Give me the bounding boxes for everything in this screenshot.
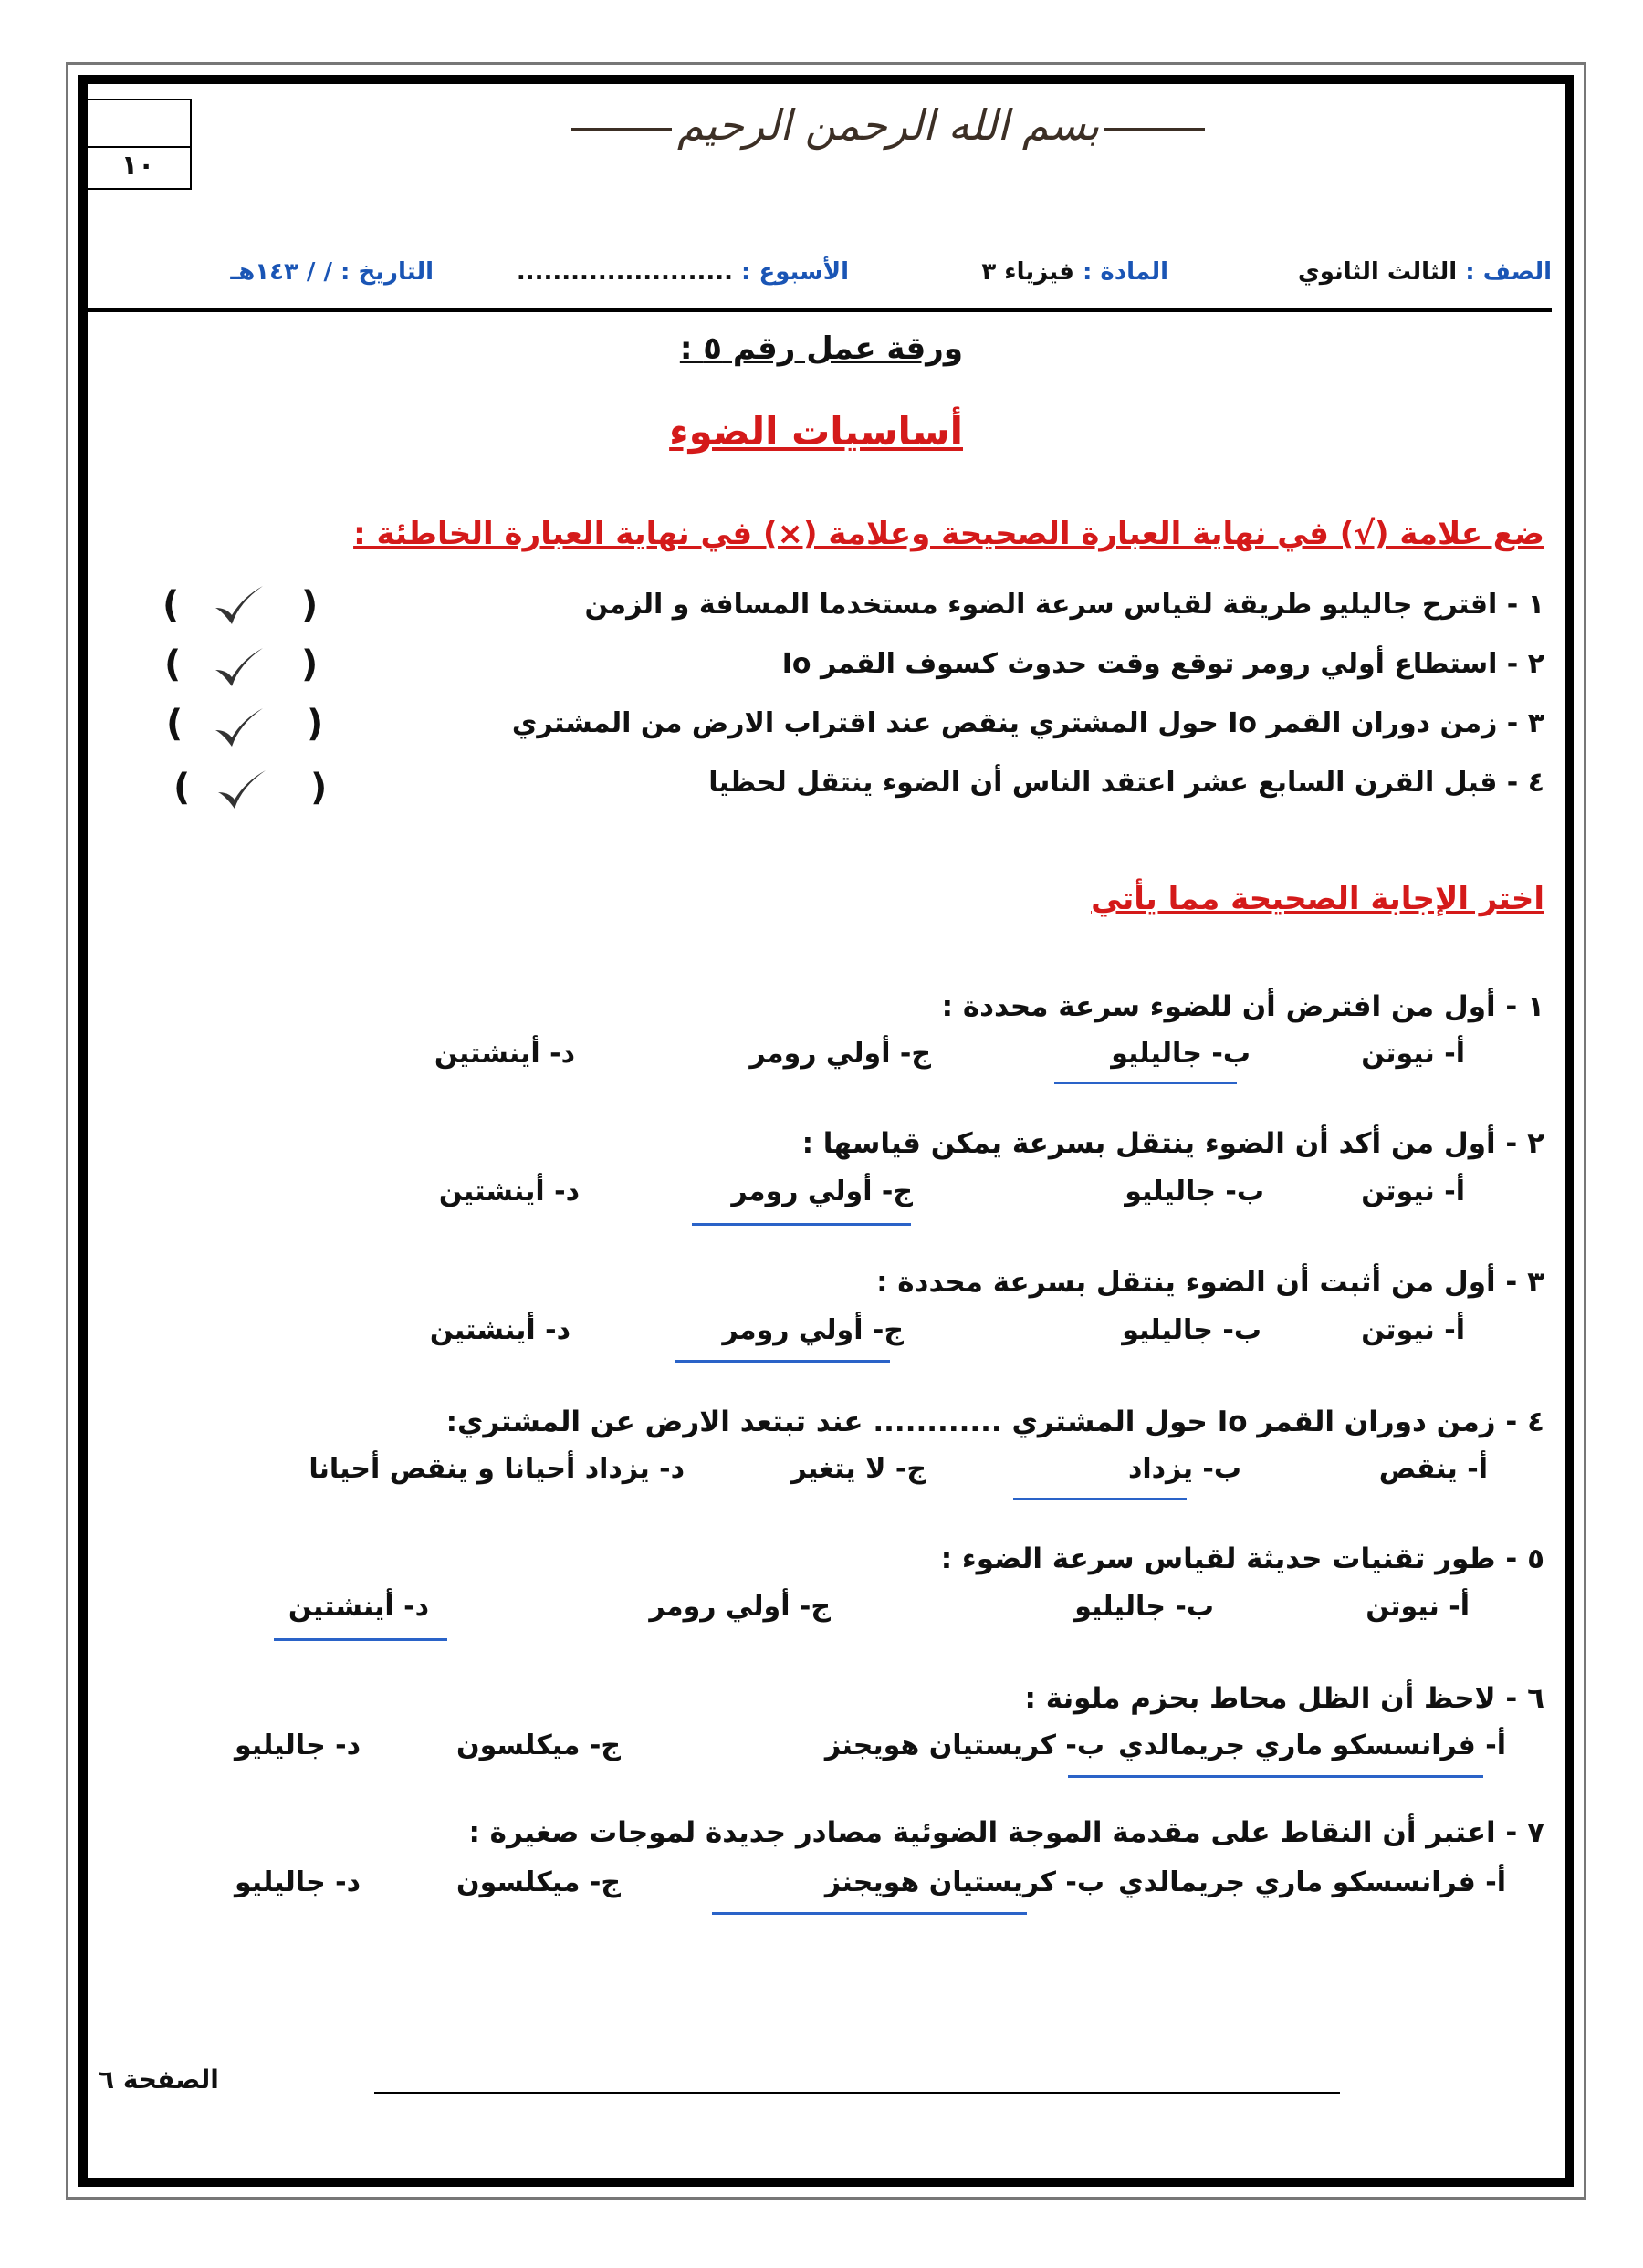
q2-option-a: أ- نيوتن <box>1361 1176 1465 1207</box>
question-6: ٦ - لاحظ أن الظل محاط بحزم ملونة : <box>1024 1682 1544 1715</box>
q1-option-b: ب- جاليليو <box>1111 1038 1251 1070</box>
q4-option-b: ب- يزداد <box>1127 1453 1241 1485</box>
answer-paren-close: ) <box>307 703 324 745</box>
q7-option-c: ج- ميكلسون <box>456 1866 621 1898</box>
lesson-title: أساسيات الضوء <box>669 409 963 454</box>
grade-field: الصف : الثالث الثانوي <box>1297 258 1552 286</box>
question-1: ١ - أول من افترض أن للضوء سرعة محددة : <box>941 990 1544 1023</box>
answer-paren-close: ) <box>301 584 319 626</box>
q2-answer-underline <box>692 1223 911 1226</box>
q5-option-b: ب- جاليليو <box>1074 1591 1214 1623</box>
question-7: ٧ - اعتبر أن النقاط على مقدمة الموجة الضوئية مصادر جديدة لموجات صغيرة : <box>468 1816 1544 1849</box>
date-field: التاريخ : / / ١٤٣هـ <box>230 258 434 286</box>
q7-option-a: أ- فرانسسكو ماري جريمالدي <box>1118 1866 1506 1898</box>
question-5: ٥ - طور تقنيات حديثة لقياس سرعة الضوء : <box>940 1542 1544 1575</box>
q1-option-a: أ- نيوتن <box>1361 1038 1465 1070</box>
check-mark-icon <box>212 646 265 690</box>
q3-option-c: ج- أولي رومر <box>722 1314 904 1346</box>
check-mark-icon <box>212 706 265 750</box>
check-mark-icon <box>212 584 265 628</box>
q2-option-b: ب- جاليليو <box>1125 1176 1264 1207</box>
q2-option-c: ج- أولي رومر <box>731 1176 913 1207</box>
worksheet-title: ورقة عمل رقم ٥ : <box>679 330 963 367</box>
q3-option-a: أ- نيوتن <box>1361 1314 1465 1346</box>
answer-paren-open: ( <box>173 767 191 809</box>
q5-option-d: د- أينشتين <box>288 1591 429 1623</box>
q4-option-c: ج- لا يتغير <box>790 1453 926 1485</box>
check-mark-icon <box>215 768 267 812</box>
basmala-text: بسم الله الرحمن الرحيم <box>677 100 1100 150</box>
statement-4: ٤ - قبل القرن السابع عشر اعتقد الناس أن الضوء ينتقل لحظيا <box>708 767 1544 799</box>
q6-answer-underline <box>1068 1775 1483 1778</box>
q3-option-b: ب- جاليليو <box>1122 1314 1261 1346</box>
q5-option-a: أ- نيوتن <box>1366 1591 1470 1623</box>
q1-option-c: ج- أولي رومر <box>749 1038 931 1070</box>
statement-3: ٣ - زمن دوران القمر Io حول المشتري ينقص عند اقتراب الارض من المشتري <box>511 707 1544 739</box>
page-number: ١٠ <box>120 150 155 182</box>
q5-answer-underline <box>274 1638 447 1641</box>
week-field: الأسبوع : ........................ <box>516 258 849 286</box>
statement-2: ٢ - استطاع أولي رومر توقع وقت حدوث كسوف القمر Io <box>781 648 1544 680</box>
q4-answer-underline <box>1013 1498 1187 1500</box>
section2-instruction: اختر الإجابة الصحيحة مما يأتي <box>1091 881 1544 917</box>
q1-answer-underline <box>1054 1082 1237 1084</box>
basmala <box>566 100 1210 150</box>
footer-page-label: الصفحة ٦ <box>99 2064 219 2095</box>
q2-option-d: د- أينشتين <box>438 1176 580 1207</box>
answer-paren-open: ( <box>166 703 183 745</box>
statement-1: ١ - اقترح جاليليو طريقة لقياس سرعة الضوء مستخدما المسافة و الزمن <box>584 589 1544 621</box>
question-2: ٢ - أول من أكد أن الضوء ينتقل بسرعة يمكن قياسها : <box>801 1127 1544 1160</box>
answer-paren-open: ( <box>162 584 180 626</box>
q7-option-d: د- جاليليو <box>235 1866 361 1898</box>
q6-option-c: ج- ميكلسون <box>456 1730 621 1761</box>
answer-paren-close: ) <box>310 767 328 809</box>
page-number-box <box>84 99 192 190</box>
subject-field: المادة : فيزياء ٣ <box>981 258 1168 286</box>
q6-option-a: أ- فرانسسكو ماري جريمالدي <box>1118 1730 1506 1761</box>
q5-option-c: ج- أولي رومر <box>649 1591 831 1623</box>
q4-option-a: أ- ينقص <box>1378 1453 1488 1485</box>
q4-option-d: د- يزداد أحيانا و ينقص أحيانا <box>309 1453 685 1485</box>
question-4: ٤ - زمن دوران القمر Io حول المشتري ............ عند تبتعد الارض عن المشتري: <box>445 1406 1544 1438</box>
q6-option-d: د- جاليليو <box>235 1730 361 1761</box>
q1-option-d: د- أينشتين <box>434 1038 575 1070</box>
q7-option-b: ب- كريستيان هويجنز <box>824 1866 1104 1898</box>
section1-instruction: ضع علامة (√) في نهاية العبارة الصحيحة وعلامة (×) في نهاية العبارة الخاطئة : <box>353 516 1544 552</box>
answer-paren-close: ) <box>301 643 319 685</box>
answer-paren-open: ( <box>164 643 182 685</box>
question-3: ٣ - أول من أثبت أن الضوء ينتقل بسرعة محددة : <box>876 1266 1544 1299</box>
q3-option-d: د- أينشتين <box>429 1314 570 1346</box>
footer-divider <box>374 2092 1340 2094</box>
q6-option-b: ب- كريستيان هويجنز <box>824 1730 1104 1761</box>
q7-answer-underline <box>712 1912 1027 1915</box>
q3-answer-underline <box>675 1360 890 1363</box>
header-divider <box>87 308 1552 312</box>
